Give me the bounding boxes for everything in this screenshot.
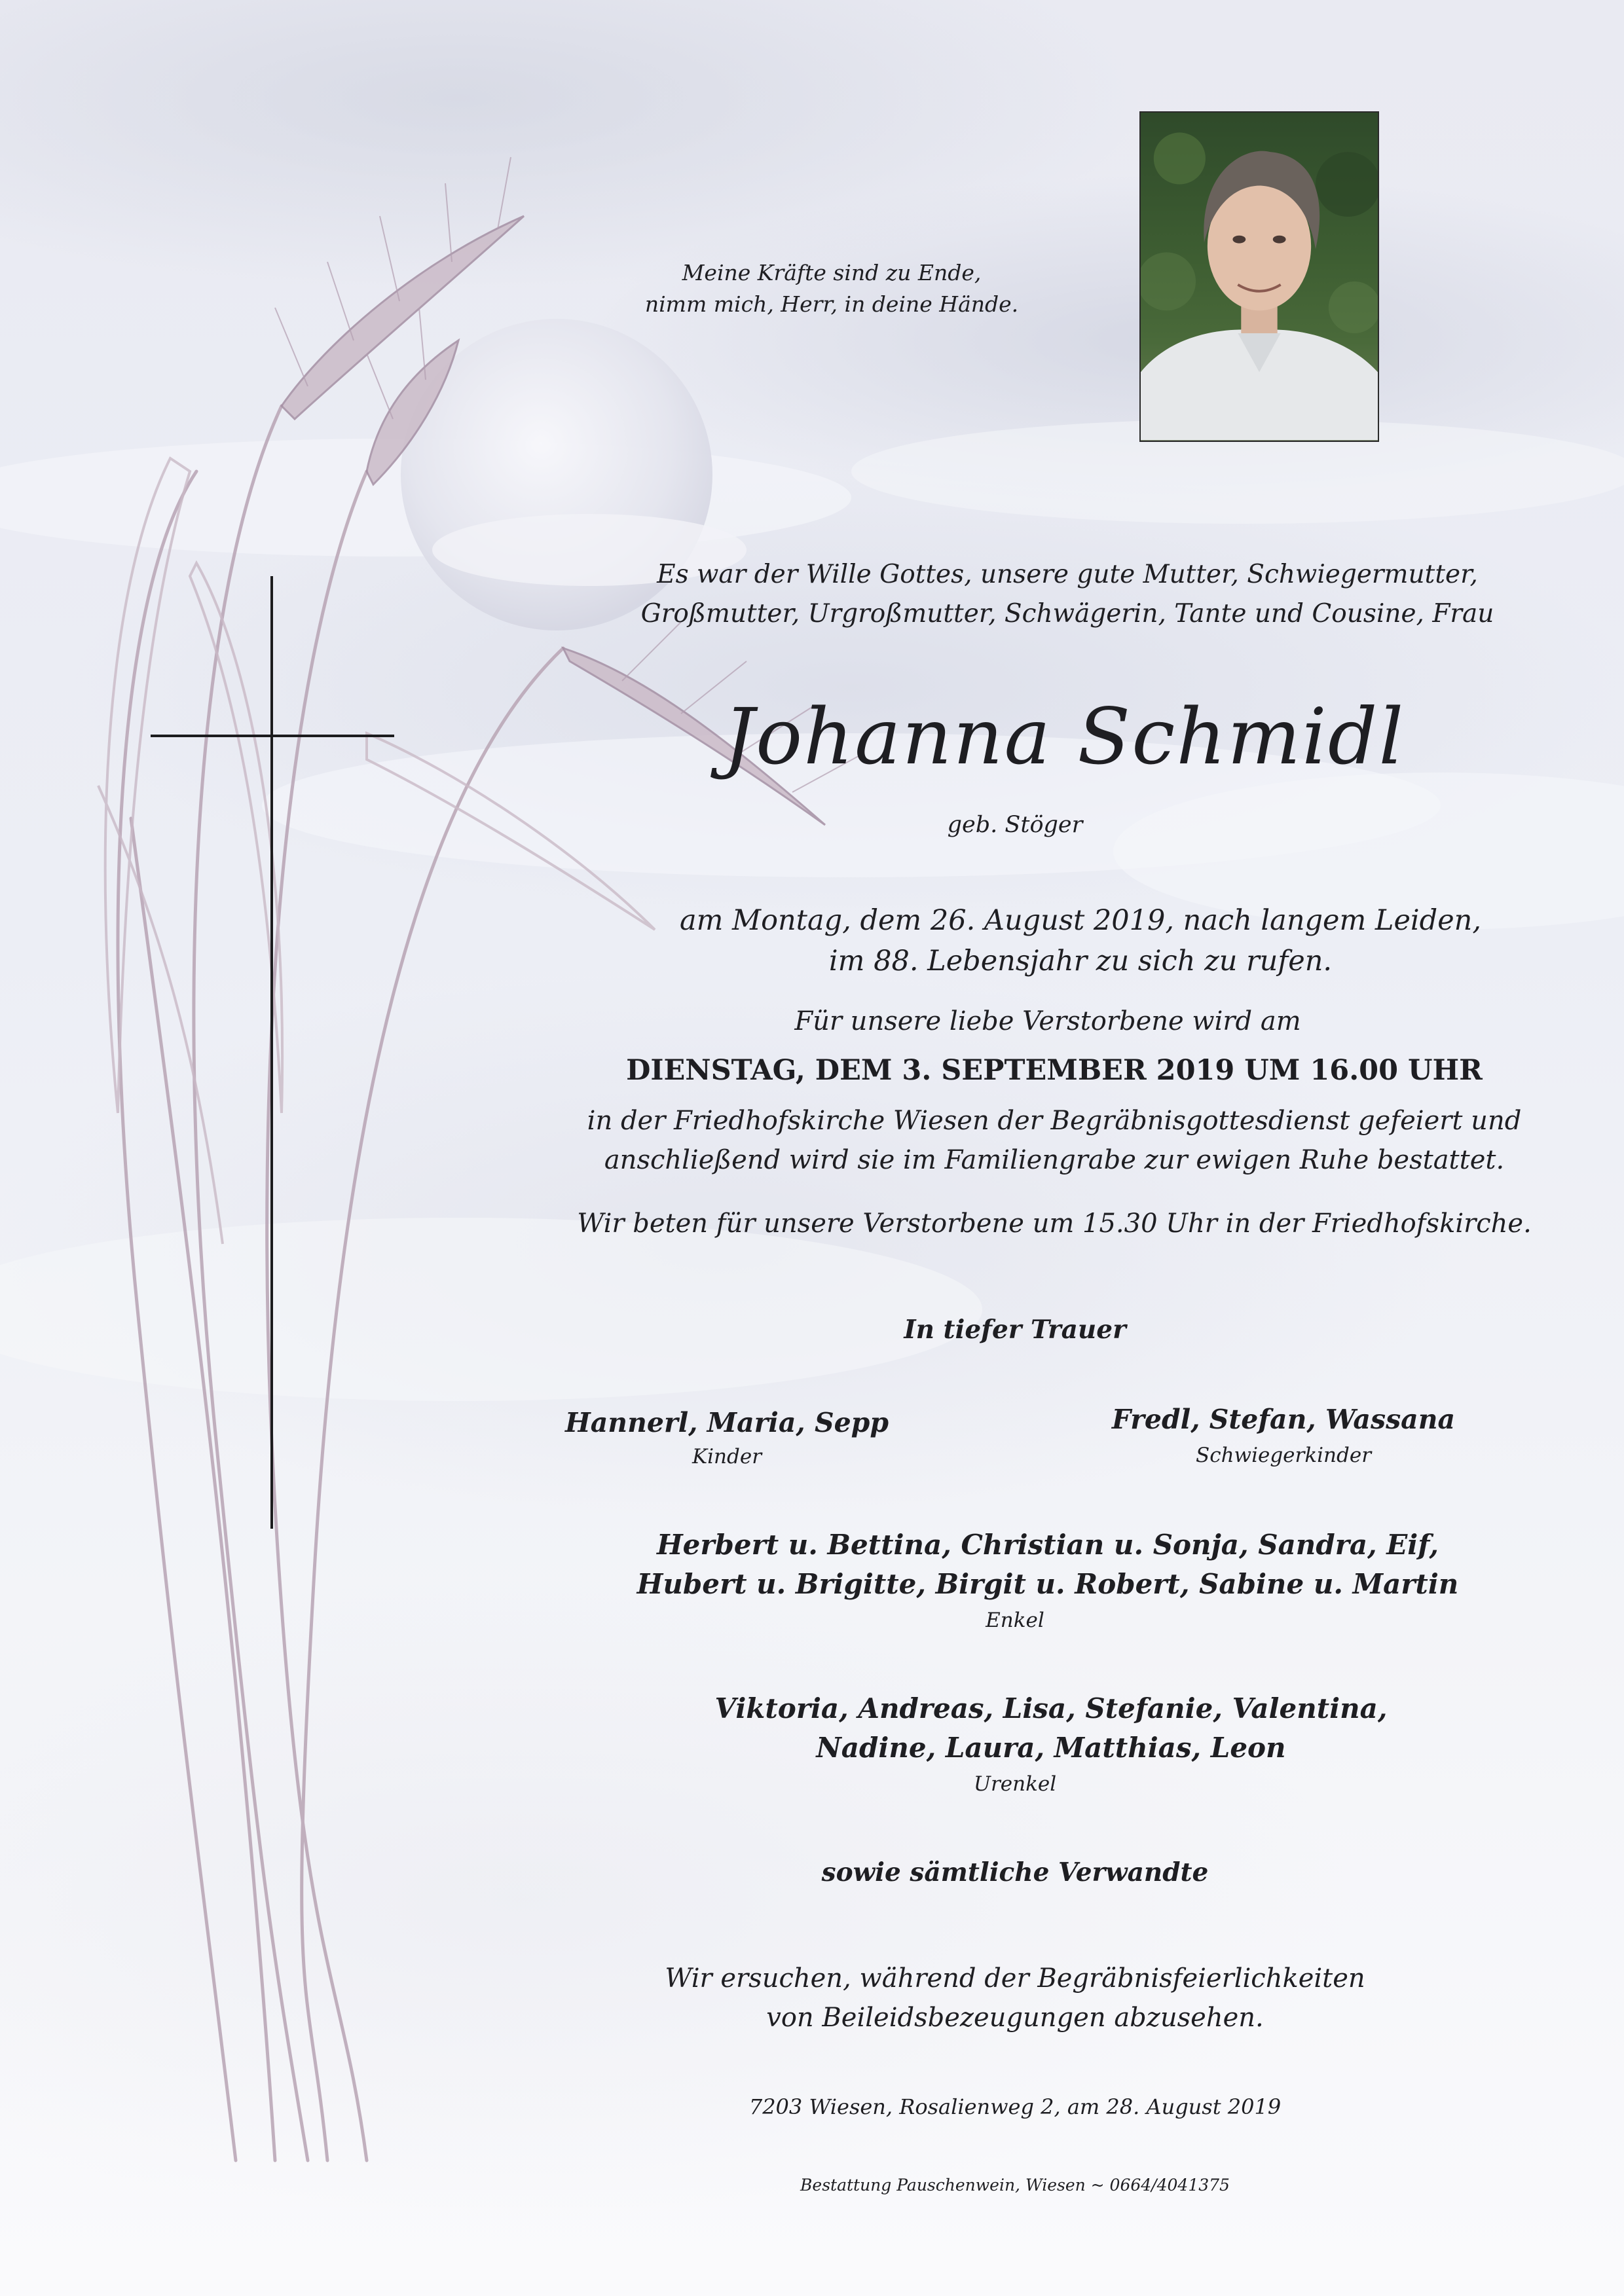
grandchildren-names (524, 1525, 1572, 1604)
request-line: Wir ersuchen, während der Begräbnisfeierlichkeiten (665, 1963, 1365, 1994)
children-role: Kinder (692, 1445, 762, 1468)
death-line: am Montag, dem 26. August 2019, nach langem Leiden, (679, 904, 1482, 937)
undertaker-contact: Bestattung Pauschenwein, Wiesen ~ 0664/4041375 (800, 2176, 1230, 2195)
cross-horizontal-bar (151, 735, 394, 737)
funeral-line: in der Friedhofskirche Wiesen der Begräbnisgottesdienst gefeiert und (587, 1106, 1522, 1136)
motto-line: Meine Kräfte sind zu Ende, (682, 260, 982, 285)
relatives-line: sowie sämtliche Verwandte (821, 1857, 1209, 1887)
intro-line: Es war der Wille Gottes, unsere gute Mutter, Schwiegermutter, (657, 560, 1478, 589)
condolence-request (537, 1959, 1493, 2037)
motto-line: nimm mich, Herr, in deine Hände. (644, 291, 1019, 317)
children-names: Hannerl, Maria, Sepp (564, 1407, 889, 1438)
intro-text (537, 555, 1598, 634)
portrait-photo (1139, 111, 1379, 442)
cross-vertical-bar (270, 576, 273, 1529)
children-in-law-role: Schwiegerkinder (1195, 1444, 1372, 1467)
great-grandchildren-names (576, 1689, 1526, 1768)
funeral-line: anschließend wird sie im Familiengrabe zur ewigen Ruhe bestattet. (604, 1145, 1505, 1175)
grandchildren-line: Hubert u. Brigitte, Birgit u. Robert, Sabine u. Martin (637, 1568, 1459, 1600)
grandchildren-role: Enkel (986, 1609, 1044, 1632)
intro-line: Großmutter, Urgroßmutter, Schwägerin, Tante und Cousine, Frau (640, 599, 1494, 629)
funeral-datetime: DIENSTAG, DEM 3. SEPTEMBER 2019 UM 16.00 UHR (626, 1054, 1483, 1087)
death-line: im 88. Lebensjahr zu sich zu rufen. (828, 945, 1333, 977)
death-date-text (557, 900, 1604, 981)
cloud-shape (0, 1218, 982, 1401)
great-grandchildren-line: Viktoria, Andreas, Lisa, Stefanie, Valentina, (714, 1692, 1388, 1724)
great-grandchildren-role: Urenkel (973, 1772, 1057, 1796)
grandchildren-line: Herbert u. Bettina, Christian u. Sonja, Sandra, Eif, (656, 1529, 1439, 1561)
prayer-notice: Wir beten für unsere Verstorbene um 15.30 Uhr in der Friedhofskirche. (577, 1209, 1532, 1239)
request-line: von Beileidsbezeugungen abzusehen. (766, 2003, 1264, 2033)
birth-name: geb. Stöger (947, 812, 1083, 838)
motto-verse (537, 257, 1126, 320)
place-and-date: 7203 Wiesen, Rosalienweg 2, am 28. August 2019 (748, 2094, 1282, 2119)
deceased-name: Johanna Schmidl (723, 691, 1405, 782)
funeral-intro: Für unsere liebe Verstorbene wird am (794, 1006, 1301, 1036)
children-in-law-names: Fredl, Stefan, Wassana (1111, 1404, 1456, 1435)
great-grandchildren-line: Nadine, Laura, Matthias, Leon (816, 1732, 1286, 1764)
mourning-heading: In tiefer Trauer (904, 1315, 1126, 1345)
funeral-location (511, 1101, 1598, 1180)
